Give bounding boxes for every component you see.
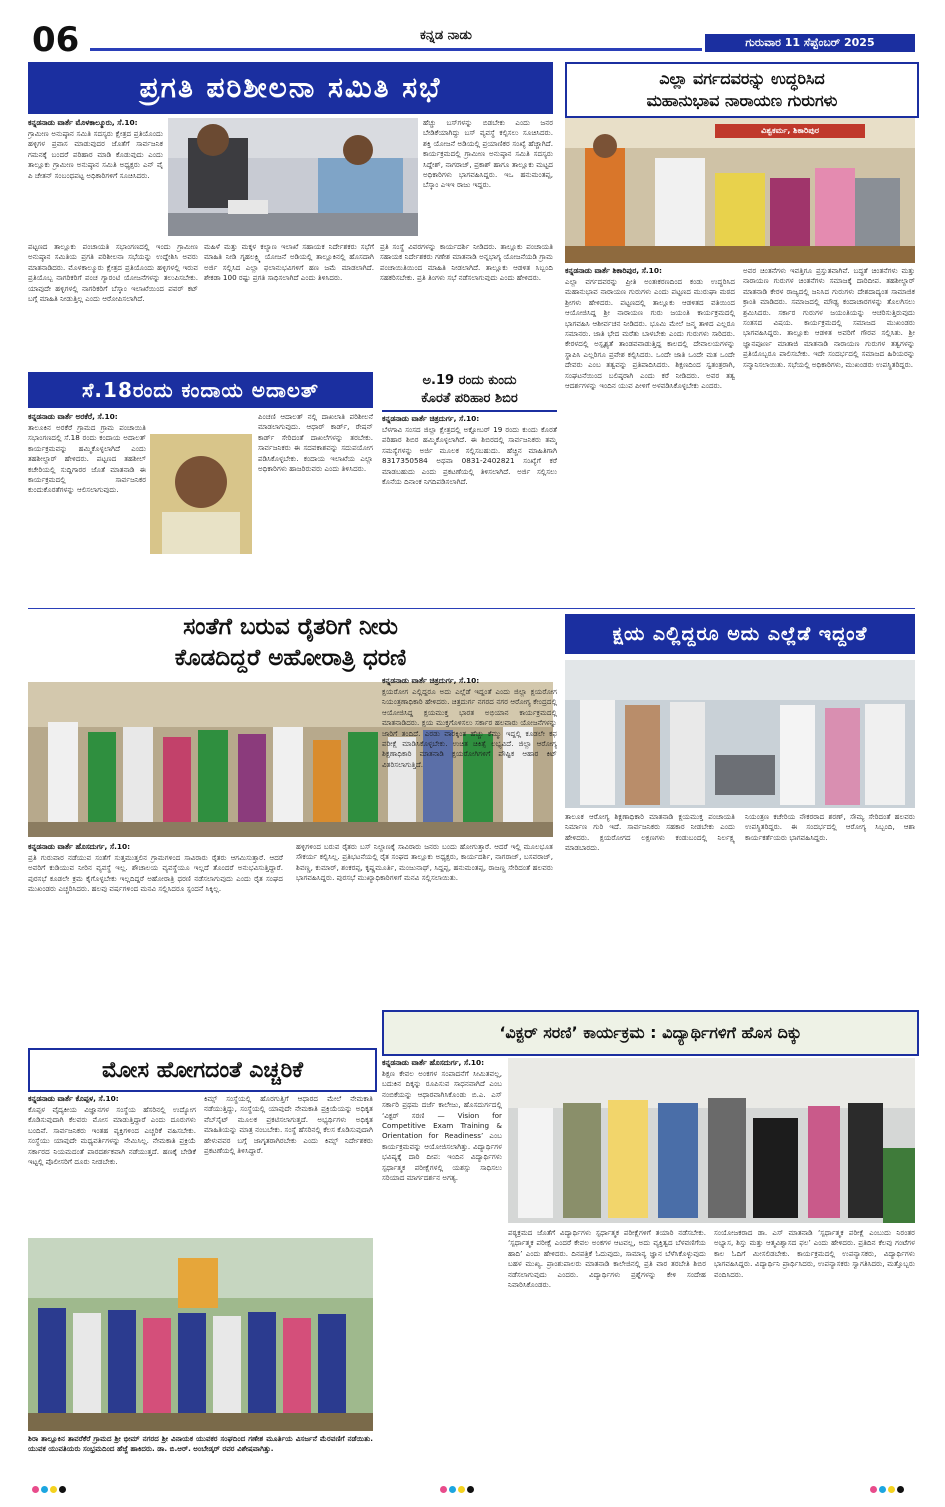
article-8-byline: ಕನ್ನಡನಾಡು ವಾರ್ತೆ ಕೊಪ್ಪಳ, ಸೆ.10:	[28, 1094, 119, 1103]
article-1-text-5: ಹೆಚ್ಚು ಬಸ್‌ಗಳನ್ನು ಬಿಡಬೇಕು ಎಂದು ಜನರ ಬೇಡಿಕೆಯಾಗಿದ್ದು ಬಸ್ ವ್ಯವಸ್ಥೆ ಕಲ್ಪಿಸಲು ಸೂಚಿಸಿದರು. ಶಕ್ತಿ ಯೋಜನೆ ಅಡಿಯಲ್ಲಿ ಪ್ರಯಾಣಿಕರ ಸಂಖ್ಯೆ ಹೆಚ್ಚಾಗಿದೆ. ಕಾರ್ಯಕ್ರಮದಲ್ಲಿ ಗ್ರಾಮೀಣ ಅನುಷ್ಠಾನ ಸಮಿತಿ ಸದಸ್ಯರು ಸಿದ್ದೇಶ್, ನಾಗರಾಜ್, ಪ್ರಕಾಶ್ ಹಾಗೂ ತಾಲ್ಲೂಕು ಮಟ್ಟದ ಅಧಿಕಾರಿಗಳು ಭಾಗವಹಿಸಿದ್ದರು. ಇಒ ಹನುಮಂತಪ್ಪ, ಬೆಸ್ಕಾಂ ಎಇಇ ರಾಜು ಇದ್ದರು.	[423, 118, 553, 190]
article-7-text-3: ಸಂಯೋಜಕರಾದ ಡಾ. ಎಸ್ ಮಾತನಾಡಿ ‘ಸ್ಪರ್ಧಾತ್ಮಕ ಪರೀಕ್ಷೆ ಎಂಬುದು ನಿರಂತರ ಅಭ್ಯಾಸ, ಶಿಸ್ತು ಮತ್ತು ಆತ್ಮವಿಶ್ವಾಸದ ಫಲ’ ಎಂದು ಹೇಳಿದರು. ಪ್ರತಿದಿನ ಕೆಲವು ಗಂಟೆಗಳ ಕಾಲ ಓದಿಗೆ ಮೀಸಲಿಡಬೇಕು. ಕಾರ್ಯಕ್ರಮದಲ್ಲಿ ಉಪನ್ಯಾಸಕರು, ವಿದ್ಯಾರ್ಥಿಗಳು ಭಾಗವಹಿಸಿದ್ದರು. ವಿದ್ಯಾರ್ಥಿನಿ ಪ್ರಾರ್ಥಿಸಿದರು, ಉಪನ್ಯಾಸಕರು ಸ್ವಾಗತಿಸಿದರು, ಮತ್ತೊಬ್ಬರು ವಂದಿಸಿದರು.	[714, 1228, 915, 1279]
article-1-headline	[28, 62, 553, 114]
masthead	[0, 0, 945, 60]
article-7-photo	[508, 1058, 915, 1223]
article-1-photo	[168, 118, 418, 236]
article-3-headline	[28, 372, 373, 408]
article-7-headline-text: ‘ವಿಕ್ಟರ್ ಸರಣಿ’ ಕಾರ್ಯಕ್ರಮ : ವಿದ್ಯಾರ್ಥಿಗಳಿಗೆ ಹೊಸ ದಿಕ್ಕು	[499, 1023, 802, 1042]
ceremony-photo-icon	[565, 118, 915, 263]
article-3-photo	[150, 434, 252, 554]
article-5-text-1: ಪ್ರತಿ ಗುರುವಾರ ನಡೆಯುವ ಸಂತೆಗೆ ಸುತ್ತಮುತ್ತಲಿನ ಗ್ರಾಮಗಳಿಂದ ಸಾವಿರಾರು ರೈತರು ಆಗಮಿಸುತ್ತಾರೆ. ಆದರೆ ಅವರಿಗೆ ಕುಡಿಯುವ ನೀರಿನ ವ್ಯವಸ್ಥೆ ಇಲ್ಲ. ಶೌಚಾಲಯ ವ್ಯವಸ್ಥೆಯೂ ಇಲ್ಲದೆ ತೊಂದರೆ ಅನುಭವಿಸುತ್ತಿದ್ದಾರೆ. ಪುರಸಭೆ ಕೂಡಲೇ ಕ್ರಮ ಕೈಗೊಳ್ಳಬೇಕು ಇಲ್ಲದಿದ್ದರೆ ಅಹೋರಾತ್ರಿ ಧರಣಿ ನಡೆಸಲಾಗುವುದು ಎಂದು ರೈತ ಸಂಘದ ಮುಖಂಡರು ಎಚ್ಚರಿಸಿದರು. ಹಲವು ವರ್ಷಗಳಿಂದ ಮನವಿ ಸಲ್ಲಿಸಿದರೂ ಸ್ಪಂದನೆ ಸಿಕ್ಕಿಲ್ಲ.	[28, 853, 283, 894]
article-1-byline: ಕನ್ನಡನಾಡು ವಾರ್ತೆ ಮೊಳಕಾಲ್ಮೂರು, ಸೆ.10:	[28, 118, 138, 127]
article-1-body	[28, 118, 553, 364]
article-6-photo	[565, 660, 915, 808]
article-6-col-3	[745, 812, 915, 962]
page-number: 06	[32, 20, 80, 60]
article-2-body	[565, 266, 915, 604]
print-marks-center	[440, 1478, 476, 1497]
article-2-headline	[565, 62, 919, 118]
article-1-col-b	[204, 242, 374, 364]
article-2-col-1	[565, 266, 735, 604]
article-8-text-1: ಕೊಪ್ಪಳ ವೈದ್ಯಕೀಯ ವಿಜ್ಞಾನಗಳ ಸಂಸ್ಥೆಯ ಹೆಸರಿನಲ್ಲಿ ಉದ್ಯೋಗ ಕೊಡಿಸುವುದಾಗಿ ಕೆಲವರು ಮೋಸ ಮಾಡುತ್ತಿದ್ದಾರೆ ಎಂದು ದೂರುಗಳು ಬಂದಿವೆ. ಸಾರ್ವಜನಿಕರು ಇಂತಹ ವ್ಯಕ್ತಿಗಳಿಂದ ಎಚ್ಚರಿಕೆ ವಹಿಸಬೇಕು. ಸಂಸ್ಥೆಯು ಯಾವುದೇ ಮಧ್ಯವರ್ತಿಗಳನ್ನು ನೇಮಿಸಿಲ್ಲ. ನೇಮಕಾತಿ ಪ್ರಕ್ರಿಯೆ ಸರ್ಕಾರದ ನಿಯಮದಂತೆ ಪಾರದರ್ಶಕವಾಗಿ ನಡೆಯುತ್ತದೆ. ಹಣಕ್ಕೆ ಬೇಡಿಕೆ ಇಟ್ಟಲ್ಲಿ ಪೊಲೀಸರಿಗೆ ದೂರು ನೀಡಬೇಕು.	[28, 1105, 196, 1167]
article-2-text-1: ಎಲ್ಲಾ ವರ್ಗದವರನ್ನು ಪ್ರೀತಿ ಅಂತಃಕರಣದಿಂದ ಕಂಡು ಉದ್ಧರಿಸಿದ ಮಹಾನುಭಾವ ನಾರಾಯಣ ಗುರುಗಳು ಎಂದು ಪಟ್ಟಣದ ಮುರುಘಾ ಮಠದ ಶ್ರೀಗಳು ಹೇಳಿದರು. ಪಟ್ಟಣದಲ್ಲಿ ತಾಲ್ಲೂಕು ಆಡಳಿತದ ವತಿಯಿಂದ ಆಯೋಜಿಸಿದ್ದ ಶ್ರೀ ನಾರಾಯಣ ಗುರು ಜಯಂತಿ ಕಾರ್ಯಕ್ರಮದಲ್ಲಿ ಭಾಗವಹಿಸಿ ಆಶೀರ್ವಚನ ನೀಡಿದರು. ಭೂಮಿ ಮೇಲೆ ಜನ್ಮ ತಾಳಿದ ಎಲ್ಲರೂ ಸಮಾನರು. ಜಾತಿ ಭೇದ ಮರೆತು ಬಾಳಬೇಕು ಎಂದು ಗುರುಗಳು ಸಾರಿದರು. ಕೇರಳದಲ್ಲಿ ಅಸ್ಪೃಶ್ಯತೆ ತಾಂಡವವಾಡುತ್ತಿದ್ದ ಕಾಲದಲ್ಲಿ ದೇವಾಲಯಗಳನ್ನು ಸ್ಥಾಪಿಸಿ ಎಲ್ಲರಿಗೂ ಪ್ರವೇಶ ಕಲ್ಪಿಸಿದರು. ಒಂದೇ ಜಾತಿ ಒಂದೇ ಮತ ಒಂದೇ ದೇವರು ಎಂಬ ತತ್ವವನ್ನು ಪ್ರತಿಪಾದಿಸಿದರು. ಶಿಕ್ಷಣದಿಂದ ಸ್ವತಂತ್ರರಾಗಿ, ಸಂಘಟನೆಯಿಂದ ಬಲಿಷ್ಠರಾಗಿ ಎಂದು ಕರೆ ನೀಡಿದರು. ಅವರ ತತ್ವ ಆದರ್ಶಗಳನ್ನು ಇಂದಿನ ಯುವ ಪೀಳಿಗೆ ಅಳವಡಿಸಿಕೊಳ್ಳಬೇಕು ಎಂದರು.	[565, 277, 735, 391]
article-6-col-2	[565, 812, 735, 962]
article-4-headline-line-2: ಕೊರತೆ ಪರಿಹಾರ ಶಿಬಿರ	[421, 391, 518, 406]
section-divider	[28, 608, 915, 609]
print-marks-right	[870, 1478, 906, 1497]
article-6-text-1: ಕ್ಷಯರೋಗ ಎಲ್ಲಿದ್ದರೂ ಅದು ಎಲ್ಲೆಡೆ ಇದ್ದಂತೆ ಎಂದು ಜಿಲ್ಲಾ ಕ್ಷಯರೋಗ ನಿಯಂತ್ರಣಾಧಿಕಾರಿ ಹೇಳಿದರು. ಚಿತ್ರದುರ್ಗ ನಗರದ ನಗರ ಆರೋಗ್ಯ ಕೇಂದ್ರದಲ್ಲಿ ಆಯೋಜಿಸಿದ್ದ ಕ್ಷಯಮುಕ್ತ ಭಾರತ ಅಭಿಯಾನ ಕಾರ್ಯಕ್ರಮದಲ್ಲಿ ಮಾತನಾಡಿದರು. ಕ್ಷಯ ಮುಕ್ತಗೊಳಿಸಲು ಸರ್ಕಾರ ಹಲವಾರು ಯೋಜನೆಗಳನ್ನು ಜಾರಿಗೆ ತಂದಿದೆ. ಎರಡು ವಾರಕ್ಕಿಂತ ಹೆಚ್ಚು ಕೆಮ್ಮು ಇದ್ದಲ್ಲಿ ಕೂಡಲೇ ಕಫ ಪರೀಕ್ಷೆ ಮಾಡಿಸಿಕೊಳ್ಳಬೇಕು. ಉಚಿತ ಚಿಕಿತ್ಸೆ ಲಭ್ಯವಿದೆ. ಜಿಲ್ಲಾ ಆರೋಗ್ಯ ಶಿಕ್ಷಣಾಧಿಕಾರಿ ಮಾತನಾಡಿ ಕ್ಷಯರೋಗಿಗಳಿಗೆ ಪೌಷ್ಟಿಕ ಆಹಾರ ಕಿಟ್ ವಿತರಿಸಲಾಗುತ್ತಿದೆ.	[382, 687, 557, 769]
article-5-headline-line-1: ಸಂತೆಗೆ ಬರುವ ರೈತರಿಗೆ ನೀರು	[183, 614, 398, 640]
article-5-headline	[28, 612, 553, 676]
article-8-col-1	[28, 1094, 196, 1232]
article-9-photo	[28, 1238, 373, 1431]
article-6-headline-text: ಕ್ಷಯ ಎಲ್ಲಿದ್ದರೂ ಅದು ಎಲ್ಲೆಡೆ ಇದ್ದಂತೆ	[612, 623, 868, 645]
masthead-rule	[90, 48, 702, 51]
article-1-col-a	[28, 242, 198, 364]
article-3-byline: ಕನ್ನಡನಾಡು ವಾರ್ತೆ ಅರಕೆರೆ, ಸೆ.10:	[28, 412, 118, 421]
article-2-byline: ಕನ್ನಡನಾಡು ವಾರ್ತೆ ಶಿಕಾರಿಪುರ, ಸೆ.10:	[565, 266, 662, 275]
article-4-byline: ಕನ್ನಡನಾಡು ವಾರ್ತೆ ಚಿತ್ರದುರ್ಗ, ಸೆ.10:	[382, 414, 480, 423]
college-photo-icon	[508, 1058, 915, 1223]
article-7-col-2	[508, 1228, 706, 1458]
article-6-headline	[565, 614, 915, 654]
article-7-col-3	[714, 1228, 915, 1458]
article-5-headline-line-2: ಕೊಡದಿದ್ದರೆ ಅಹೋರಾತ್ರಿ ಧರಣಿ	[174, 645, 407, 671]
article-1-text-4: ಪ್ರತಿ ಸಂಸ್ಥೆ ವಿವರಗಳನ್ನು ಕಾರ್ಯದರ್ಶಿ ನೀಡಿದರು. ತಾಲ್ಲೂಕು ಪಂಚಾಯತಿ ಸಹಾಯಕ ನಿರ್ದೇಶಕರು ಗಣೇಶ ಮಾತನಾಡಿ ಅನ್ನಭಾಗ್ಯ ಯೋಜನೆಯಡಿ ಗ್ರಾಮ ಪಂಚಾಯಿತಿಯಿಂದ ಮಾಹಿತಿ ನೀಡಲಾಗಿದೆ. ತಾಲ್ಲೂಕು ಆಡಳಿತ ಸಿಬ್ಬಂದಿ ಸಹಕರಿಸಬೇಕು. ಪ್ರತಿ ತಿಂಗಳು ಸಭೆ ನಡೆಸಲಾಗುವುದು ಎಂದು ಹೇಳಿದರು.	[380, 242, 553, 283]
date-text: ಗುರುವಾರ 11 ಸೆಪ್ಟೆಂಬರ್ 2025	[745, 36, 875, 49]
article-4-headline	[382, 372, 557, 412]
meeting-photo-icon	[168, 118, 418, 236]
officer-portrait-icon	[150, 434, 252, 554]
article-3-headline-text: ಸೆ.18ರಂದು ಕಂದಾಯ ಅದಾಲತ್	[82, 378, 319, 402]
article-7-headline	[382, 1010, 919, 1056]
article-2-headline-line-2: ಮಹಾನುಭಾವ ನಾರಾಯಣ ಗುರುಗಳು	[646, 91, 838, 110]
article-5-byline: ಕನ್ನಡನಾಡು ವಾರ್ತೆ ಹೊಸದುರ್ಗ, ಸೆ.10:	[28, 842, 131, 851]
article-5-text-2: ಹಳ್ಳಿಗಳಿಂದ ಬರುವ ರೈತರು ಬಸ್ ನಿಲ್ದಾಣಕ್ಕೆ ಸಾವಿರಾರು ಜನರು ಬಂದು ಹೋಗುತ್ತಾರೆ. ಆದರೆ ಇಲ್ಲಿ ಮೂಲಭೂತ ಸೌಕರ್ಯ ಕಲ್ಪಿಸಿಲ್ಲ. ಪ್ರತಿಭಟನೆಯಲ್ಲಿ ರೈತ ಸಂಘದ ತಾಲ್ಲೂಕು ಅಧ್ಯಕ್ಷರು, ಕಾರ್ಯದರ್ಶಿ, ನಾಗರಾಜ್, ಬಸವರಾಜ್, ಶಿವಣ್ಣ, ಕುಮಾರ್, ಶಂಕರಪ್ಪ, ಕೃಷ್ಣಮೂರ್ತಿ, ಮಂಜುನಾಥ್, ಸಿದ್ದಪ್ಪ, ಹನುಮಂತಪ್ಪ, ರಾಜಣ್ಣ ಸೇರಿದಂತೆ ಹಲವರು ಭಾಗವಹಿಸಿದ್ದರು. ಪುರಸಭೆ ಮುಖ್ಯಾಧಿಕಾರಿಗಳಿಗೆ ಮನವಿ ಸಲ್ಲಿಸಲಾಯಿತು.	[296, 842, 553, 883]
article-1-text-3: ಮಹಿಳೆ ಮತ್ತು ಮಕ್ಕಳ ಕಲ್ಯಾಣ ಇಲಾಖೆ ಸಹಾಯಕ ನಿರ್ದೇಶಕರು ಸಭೆಗೆ ಮಾಹಿತಿ ನೀಡಿ ಗೃಹಲಕ್ಷ್ಮಿ ಯೋಜನೆ ಅಡಿಯಲ್ಲಿ ತಾಲ್ಲೂಕಿನಲ್ಲಿ ಹೊಸದಾಗಿ ಅರ್ಜಿ ಸಲ್ಲಿಸಿದ ಎಲ್ಲಾ ಫಲಾನುಭವಿಗಳಿಗೆ ಹಣ ಜಮೆ ಮಾಡಲಾಗಿದೆ. ಶೇಕಡಾ 100 ರಷ್ಟು ಪ್ರಗತಿ ಸಾಧಿಸಲಾಗಿದೆ ಎಂದು ತಿಳಿಸಿದರು.	[204, 242, 374, 283]
article-2-col-2	[743, 266, 915, 604]
article-7-text-1: ಶಿಕ್ಷಣ ಕೇವಲ ಅಂಕಗಳ ಸಂಪಾದನೆಗೆ ಸೀಮಿತವಲ್ಲ, ಬದುಕಿನ ದಿಕ್ಕನ್ನು ರೂಪಿಸುವ ಸಾಧನವಾಗಿದೆ ಎಂಬ ನಂಬಿಕೆಯನ್ನು ಆಧಾರವಾಗಿಸಿಕೊಂಡು ಬಿ.ಎ. ಎಸ್ ಸರ್ಕಾರಿ ಪ್ರಥಮ ದರ್ಜೆ ಕಾಲೇಜು, ಹೊಸದುರ್ಗದಲ್ಲಿ ‘ವಿಕ್ಟರ್ ಸರಣಿ — Vision for Competitive Exam Training & Orientation for Readiness’ ಎಂಬ ಕಾರ್ಯಕ್ರಮವನ್ನು ಆಯೋಜಿಸಲಾಗಿತ್ತು. ವಿದ್ಯಾರ್ಥಿಗಳ ಭವಿಷ್ಯಕ್ಕೆ ದಾರಿ ದೀಪ: ಇಂದಿನ ವಿದ್ಯಾರ್ಥಿಗಳು ಸ್ಪರ್ಧಾತ್ಮಕ ಪರೀಕ್ಷೆಗಳಲ್ಲಿ ಯಶಸ್ಸು ಸಾಧಿಸಲು ಸರಿಯಾದ ಮಾರ್ಗದರ್ಶನ ಅಗತ್ಯ.	[382, 1069, 502, 1183]
article-3-col-2	[258, 412, 373, 604]
article-7-col-1	[382, 1058, 502, 1388]
article-4-headline-line-1: ಅ.19 ರಂದು ಕುಂದು	[422, 373, 517, 388]
article-8-text-2: ಕಿಮ್ಸ್ ಸಂಸ್ಥೆಯಲ್ಲಿ ಹೊರಗುತ್ತಿಗೆ ಆಧಾರದ ಮೇಲೆ ನೇಮಕಾತಿ ನಡೆಯುತ್ತಿದ್ದು, ಸಂಸ್ಥೆಯಲ್ಲಿ ಯಾವುದೇ ನೇಮಕಾತಿ ಪ್ರಕ್ರಿಯೆಯನ್ನು ಅಧಿಕೃತ ವೆಬ್‌ಸೈಟ್ ಮೂಲಕ ಪ್ರಕಟಿಸಲಾಗುತ್ತದೆ. ಅಭ್ಯರ್ಥಿಗಳು ಅಧಿಕೃತ ಮಾಹಿತಿಯನ್ನು ಮಾತ್ರ ನಂಬಬೇಕು. ಸಂಸ್ಥೆ ಹೆಸರಿನಲ್ಲಿ ಕೆಲಸ ಕೊಡಿಸುವುದಾಗಿ ಹೇಳುವವರ ಬಗ್ಗೆ ಜಾಗೃತರಾಗಿರಬೇಕು ಎಂದು ಕಿಮ್ಸ್ ನಿರ್ದೇಶಕರು ಪ್ರಕಟಣೆಯಲ್ಲಿ ತಿಳಿಸಿದ್ದಾರೆ.	[204, 1094, 373, 1156]
article-2-photo-banner	[715, 124, 865, 138]
article-1-headline-text: ಪ್ರಗತಿ ಪರಿಶೀಲನಾ ಸಮಿತಿ ಸಭೆ	[139, 71, 442, 104]
article-2-photo-banner-text: ವಿಶ್ವಕರ್ಮ, ಶಿಕಾರಿಪುರ	[761, 126, 819, 135]
article-1-text-2: ಪಟ್ಟಣದ ತಾಲ್ಲೂಕು ಪಂಚಾಯತಿ ಸಭಾಂಗಣದಲ್ಲಿ ಇಂದು ಗ್ರಾಮೀಣ ಅನುಷ್ಠಾನ ಸಮಿತಿಯ ಪ್ರಗತಿ ಪರಿಶೀಲನಾ ಸಭೆಯನ್ನು ಉದ್ದೇಶಿಸಿ ಅವರು ಮಾತನಾಡಿದರು. ಮೊಳಕಾಲ್ಮೂರು ಕ್ಷೇತ್ರದ ಪ್ರತಿಯೊಂದು ಹಳ್ಳಿಗಳಲ್ಲಿ ಇರುವ ಪ್ರತಿಯೊಬ್ಬ ನಾಗರಿಕರಿಗೆ ಪಂಚ ಗ್ಯಾರಂಟಿ ಯೋಜನೆಗಳನ್ನು ತಲುಪಿಸಬೇಕು. ಯಾವುದೇ ಹಳ್ಳಿಗಳಲ್ಲಿ ನಾಗರಿಕರಿಗೆ ಬೆಸ್ಕಾಂ ಇಲಾಖೆಯಿಂದ ಪವರ್ ಕಟ್ ಬಗ್ಗೆ ಮಾಹಿತಿ ನೀಡುತ್ತಿಲ್ಲ ಎಂದು ಆರೋಪಿಸಲಾಗಿದೆ.	[28, 242, 198, 304]
article-6-byline: ಕನ್ನಡನಾಡು ವಾರ್ತೆ ಚಿತ್ರದುರ್ಗ, ಸೆ.10:	[382, 676, 480, 685]
article-9-caption	[28, 1434, 373, 1468]
article-5-col-1	[28, 842, 283, 1012]
article-3-body	[28, 412, 373, 604]
article-3-col-1	[28, 412, 146, 604]
article-7-byline: ಕನ್ನಡನಾಡು ವಾರ್ತೆ ಹೊಸದುರ್ಗ, ಸೆ.10:	[382, 1058, 485, 1067]
article-8-body	[28, 1094, 373, 1232]
article-4-body	[382, 414, 557, 604]
print-marks-left	[32, 1478, 68, 1497]
date-banner	[705, 34, 915, 52]
article-2-text-2: ಅವರ ಚಿಂತನೆಗಳು ಇವತ್ತಿಗೂ ಪ್ರಸ್ತುತವಾಗಿವೆ. ಬದ್ಧತೆ ಚಿಂತನೆಗಳು ಮತ್ತು ನಾರಾಯಣ ಗುರುಗಳ ಚಿಂತನೆಗಳು ಸಮಾಜಕ್ಕೆ ದಾರಿದೀಪ. ತಹಶೀಲ್ದಾರ್ ಮಾತನಾಡಿ ಕೇರಳ ರಾಜ್ಯದಲ್ಲಿ ಜನಿಸಿದ ಗುರುಗಳು ದೇಶದಾದ್ಯಂತ ಸಾಮಾಜಿಕ ಕ್ರಾಂತಿ ಮಾಡಿದರು. ಸಮಾಜದಲ್ಲಿ ಮೌಢ್ಯ ಕಂದಾಚಾರಗಳನ್ನು ತೊಲಗಿಸಲು ಶ್ರಮಿಸಿದರು. ಸರ್ಕಾರ ಗುರುಗಳ ಜಯಂತಿಯನ್ನು ಆಚರಿಸುತ್ತಿರುವುದು ಸಂತಸದ ವಿಷಯ. ಕಾರ್ಯಕ್ರಮದಲ್ಲಿ ಸಮಾಜದ ಮುಖಂಡರು ಭಾಗವಹಿಸಿದ್ದರು. ತಾಲ್ಲೂಕು ಆಡಳಿತ ಅವರಿಗೆ ಗೌರವ ಸಲ್ಲಿಸಿತು. ಶ್ರೀ ಜ್ಞಾನಪೂರ್ಣ ಮಾತಾಜಿ ಮಾತನಾಡಿ ನಾರಾಯಣ ಗುರುಗಳ ತತ್ವಗಳನ್ನು ಪ್ರತಿಯೊಬ್ಬರೂ ಪಾಲಿಸಬೇಕು. ಇದೇ ಸಂದರ್ಭದಲ್ಲಿ ಸಮಾಜದ ಹಿರಿಯರನ್ನು ಸನ್ಮಾನಿಸಲಾಯಿತು. ಸಭೆಯಲ್ಲಿ ಅಧಿಕಾರಿಗಳು, ಮುಖಂಡರು ಉಪಸ್ಥಿತರಿದ್ದರು.	[743, 266, 915, 369]
article-6-col-1	[382, 676, 557, 1006]
article-6-text-2: ತಾಲೂಕ ಆರೋಗ್ಯ ಶಿಕ್ಷಣಾಧಿಕಾರಿ ಮಾತನಾಡಿ ಕ್ಷಯಮುಕ್ತ ಪಂಚಾಯತಿ ನಿರ್ಮಾಣ ಗುರಿ ಇದೆ. ಸಾರ್ವಜನಿಕರು ಸಹಕಾರ ನೀಡಬೇಕು ಎಂದು ಹೇಳಿದರು. ಕ್ಷಯರೋಗದ ಲಕ್ಷಣಗಳು ಕಂಡುಬಂದಲ್ಲಿ ನಿರ್ಲಕ್ಷ್ಯ ಮಾಡಬಾರದು.	[565, 812, 735, 853]
health-camp-photo-icon	[565, 660, 915, 808]
article-7-text-2: ಪಠ್ಯಕ್ರಮದ ಜೊತೆಗೆ ವಿದ್ಯಾರ್ಥಿಗಳು ಸ್ಪರ್ಧಾತ್ಮಕ ಪರೀಕ್ಷೆಗಳಿಗೆ ತಯಾರಿ ನಡೆಸಬೇಕು. ‘ಸ್ಪರ್ಧಾತ್ಮಕ ಪರೀಕ್ಷೆ ಎಂದರೆ ಕೇವಲ ಅಂಕಗಳ ಆಟವಲ್ಲ, ಅದು ವ್ಯಕ್ತಿತ್ವದ ಬೆಳವಣಿಗೆಯ ಹಾದಿ’ ಎಂದು ಹೇಳಿದರು. ದಿನಪತ್ರಿಕೆ ಓದುವುದು, ಸಾಮಾನ್ಯ ಜ್ಞಾನ ಬೆಳೆಸಿಕೊಳ್ಳುವುದು ಬಹಳ ಮುಖ್ಯ. ಪ್ರಾಂಶುಪಾಲರು ಮಾತನಾಡಿ ಕಾಲೇಜಿನಲ್ಲಿ ಪ್ರತಿ ವಾರ ತರಬೇತಿ ಶಿಬಿರ ನಡೆಸಲಾಗುವುದು ಎಂದರು. ವಿದ್ಯಾರ್ಥಿಗಳು ಪ್ರಶ್ನೆಗಳನ್ನು ಕೇಳಿ ಸಂದೇಹ ನಿವಾರಿಸಿಕೊಂಡರು.	[508, 1228, 706, 1290]
article-9-caption-text: ಶಿರಾ ತಾಲ್ಲೂಕಿನ ತಾವರೆಕೆರೆ ಗ್ರಾಮದ ಶ್ರೀ ಭೀಮ್ ನಗರದ ಶ್ರೀ ವಿನಾಯಕ ಯುವಕರ ಸಂಘದಿಂದ ಗಣೇಶ ಮೂರ್ತಿಯ ವಿಸರ್ಜನೆ ಮೆರವಣಿಗೆ ನಡೆಯಿತು. ಯುವಕ ಯುವತಿಯರು ಸಂಭ್ರಮದಿಂದ ಹೆಜ್ಜೆ ಹಾಕಿದರು. ಡಾ. ಬಿ.ಆರ್. ಅಂಬೇಡ್ಕರ್ ರವರ ವಿಶೇಷವಾಗಿತ್ತು.	[28, 1434, 373, 1454]
article-3-text-2: ಪಿಂಚಣಿ ಆದಾಲತ್ ನಲ್ಲಿ ದಾಖಲಾತಿ ಪರಿಶೀಲನೆ ಮಾಡಲಾಗುವುದು. ಆಧಾರ್ ಕಾರ್ಡ್, ರೇಷನ್ ಕಾರ್ಡ್ ಸೇರಿದಂತೆ ದಾಖಲೆಗಳನ್ನು ತರಬೇಕು. ಸಾರ್ವಜನಿಕರು ಈ ಸದವಕಾಶವನ್ನು ಸದುಪಯೋಗ ಪಡಿಸಿಕೊಳ್ಳಬೇಕು. ಕಂದಾಯ ಇಲಾಖೆಯ ಎಲ್ಲಾ ಅಧಿಕಾರಿಗಳು ಹಾಜರಿರುವರು ಎಂದು ತಿಳಿಸಿದರು.	[258, 412, 373, 474]
article-4-text: ಬೆಳಗಾವಿ ಸಂಸದ ಜಿಲ್ಲಾ ಕ್ಷೇತ್ರದಲ್ಲಿ ಅಕ್ಟೋಬರ್ 19 ರಂದು ಕುಂದು ಕೊರತೆ ಪರಿಹಾರ ಶಿಬಿರ ಹಮ್ಮಿಕೊಳ್ಳಲಾಗಿದೆ. ಈ ಶಿಬಿರದಲ್ಲಿ ಸಾರ್ವಜನಿಕರು ತಮ್ಮ ಸಮಸ್ಯೆಗಳನ್ನು ಅರ್ಜಿ ಮೂಲಕ ಸಲ್ಲಿಸಬಹುದು. ಹೆಚ್ಚಿನ ಮಾಹಿತಿಗಾಗಿ 8317350584 ಅಥವಾ 0831-2402821 ಸಂಖ್ಯೆಗೆ ಕರೆ ಮಾಡಬಹುದು ಎಂದು ಪ್ರಕಟಣೆಯಲ್ಲಿ ತಿಳಿಸಲಾಗಿದೆ. ಅರ್ಜಿ ಸಲ್ಲಿಸಲು ಕೊನೆಯ ದಿನಾಂಕ ನಿಗದಿಪಡಿಸಲಾಗಿದೆ.	[382, 425, 557, 487]
article-3-text-1: ತಾಲೂಕಿನ ಅರಕೆರೆ ಗ್ರಾಮದ ಗ್ರಾಮ ಪಂಚಾಯಿತಿ ಸಭಾಂಗಣದಲ್ಲಿ ಸೆ.18 ರಂದು ಕಂದಾಯ ಅದಾಲತ್ ಕಾರ್ಯಕ್ರಮವನ್ನು ಹಮ್ಮಿಕೊಳ್ಳಲಾಗಿದೆ ಎಂದು ತಹಶೀಲ್ದಾರ್ ಹೇಳಿದರು. ಪಟ್ಟಣದ ತಹಶೀಲ್ ಕಚೇರಿಯಲ್ಲಿ ಸುದ್ದಿಗಾರರ ಜೊತೆ ಮಾತನಾಡಿ ಈ ಕಾರ್ಯಕ್ರಮದಲ್ಲಿ ಸಾರ್ವಜನಿಕರ ಕುಂದುಕೊರತೆಗಳನ್ನು ಆಲಿಸಲಾಗುವುದು.	[28, 423, 146, 495]
article-8-col-2	[204, 1094, 373, 1232]
article-1-col-1	[28, 118, 163, 238]
article-2-headline-line-1: ಎಲ್ಲಾ ವರ್ಗದವರನ್ನು ಉದ್ಧರಿಸಿದ	[659, 69, 825, 88]
procession-photo-icon	[28, 1238, 373, 1431]
article-1-text-1: ಗ್ರಾಮೀಣ ಅನುಷ್ಠಾನ ಸಮಿತಿ ಸದಸ್ಯರು ಕ್ಷೇತ್ರದ ಪ್ರತಿಯೊಂದು ಹಳ್ಳಿಗಳ ಪ್ರವಾಸ ಮಾಡುವುದರ ಜೊತೆಗೆ ಸಾರ್ವಜನಿಕ ಗಮನಕ್ಕೆ ಬಂದರೆ ಪರಿಹಾರ ಮಾಡಿ ಕೊಡುವುದು ಎಂದು ತಾಲ್ಲೂಕು ಗ್ರಾಮೀಣ ಅನುಷ್ಠಾನ ಸಮಿತಿ ಅಧ್ಯಕ್ಷರು ಎನ್ ವೈ ಪಿ ಚೇತನ್ ಸಂಬಂಧಪಟ್ಟ ಅಧಿಕಾರಿಗಳಿಗೆ ಸೂಚಿಸಿದರು.	[28, 129, 163, 180]
article-8-headline	[28, 1048, 377, 1092]
article-1-col-2-top	[423, 118, 553, 238]
paper-name: ಕನ್ನಡ ನಾಡು	[420, 28, 472, 43]
article-2-photo	[565, 118, 915, 263]
article-6-text-3: ನಿಯಂತ್ರಣ ಕಚೇರಿಯ ನೌಕರರಾದ ಶರಣ್, ಸೌಮ್ಯ ಸೇರಿದಂತೆ ಹಲವರು ಉಪಸ್ಥಿತರಿದ್ದರು. ಈ ಸಂದರ್ಭದಲ್ಲಿ ಆರೋಗ್ಯ ಸಿಬ್ಬಂದಿ, ಆಶಾ ಕಾರ್ಯಕರ್ತೆಯರು ಭಾಗವಹಿಸಿದ್ದರು.	[745, 812, 915, 842]
article-1-col-c	[380, 242, 553, 364]
article-8-headline-text: ಮೋಸ ಹೋಗದಂತೆ ಎಚ್ಚರಿಕೆ	[102, 1057, 303, 1083]
